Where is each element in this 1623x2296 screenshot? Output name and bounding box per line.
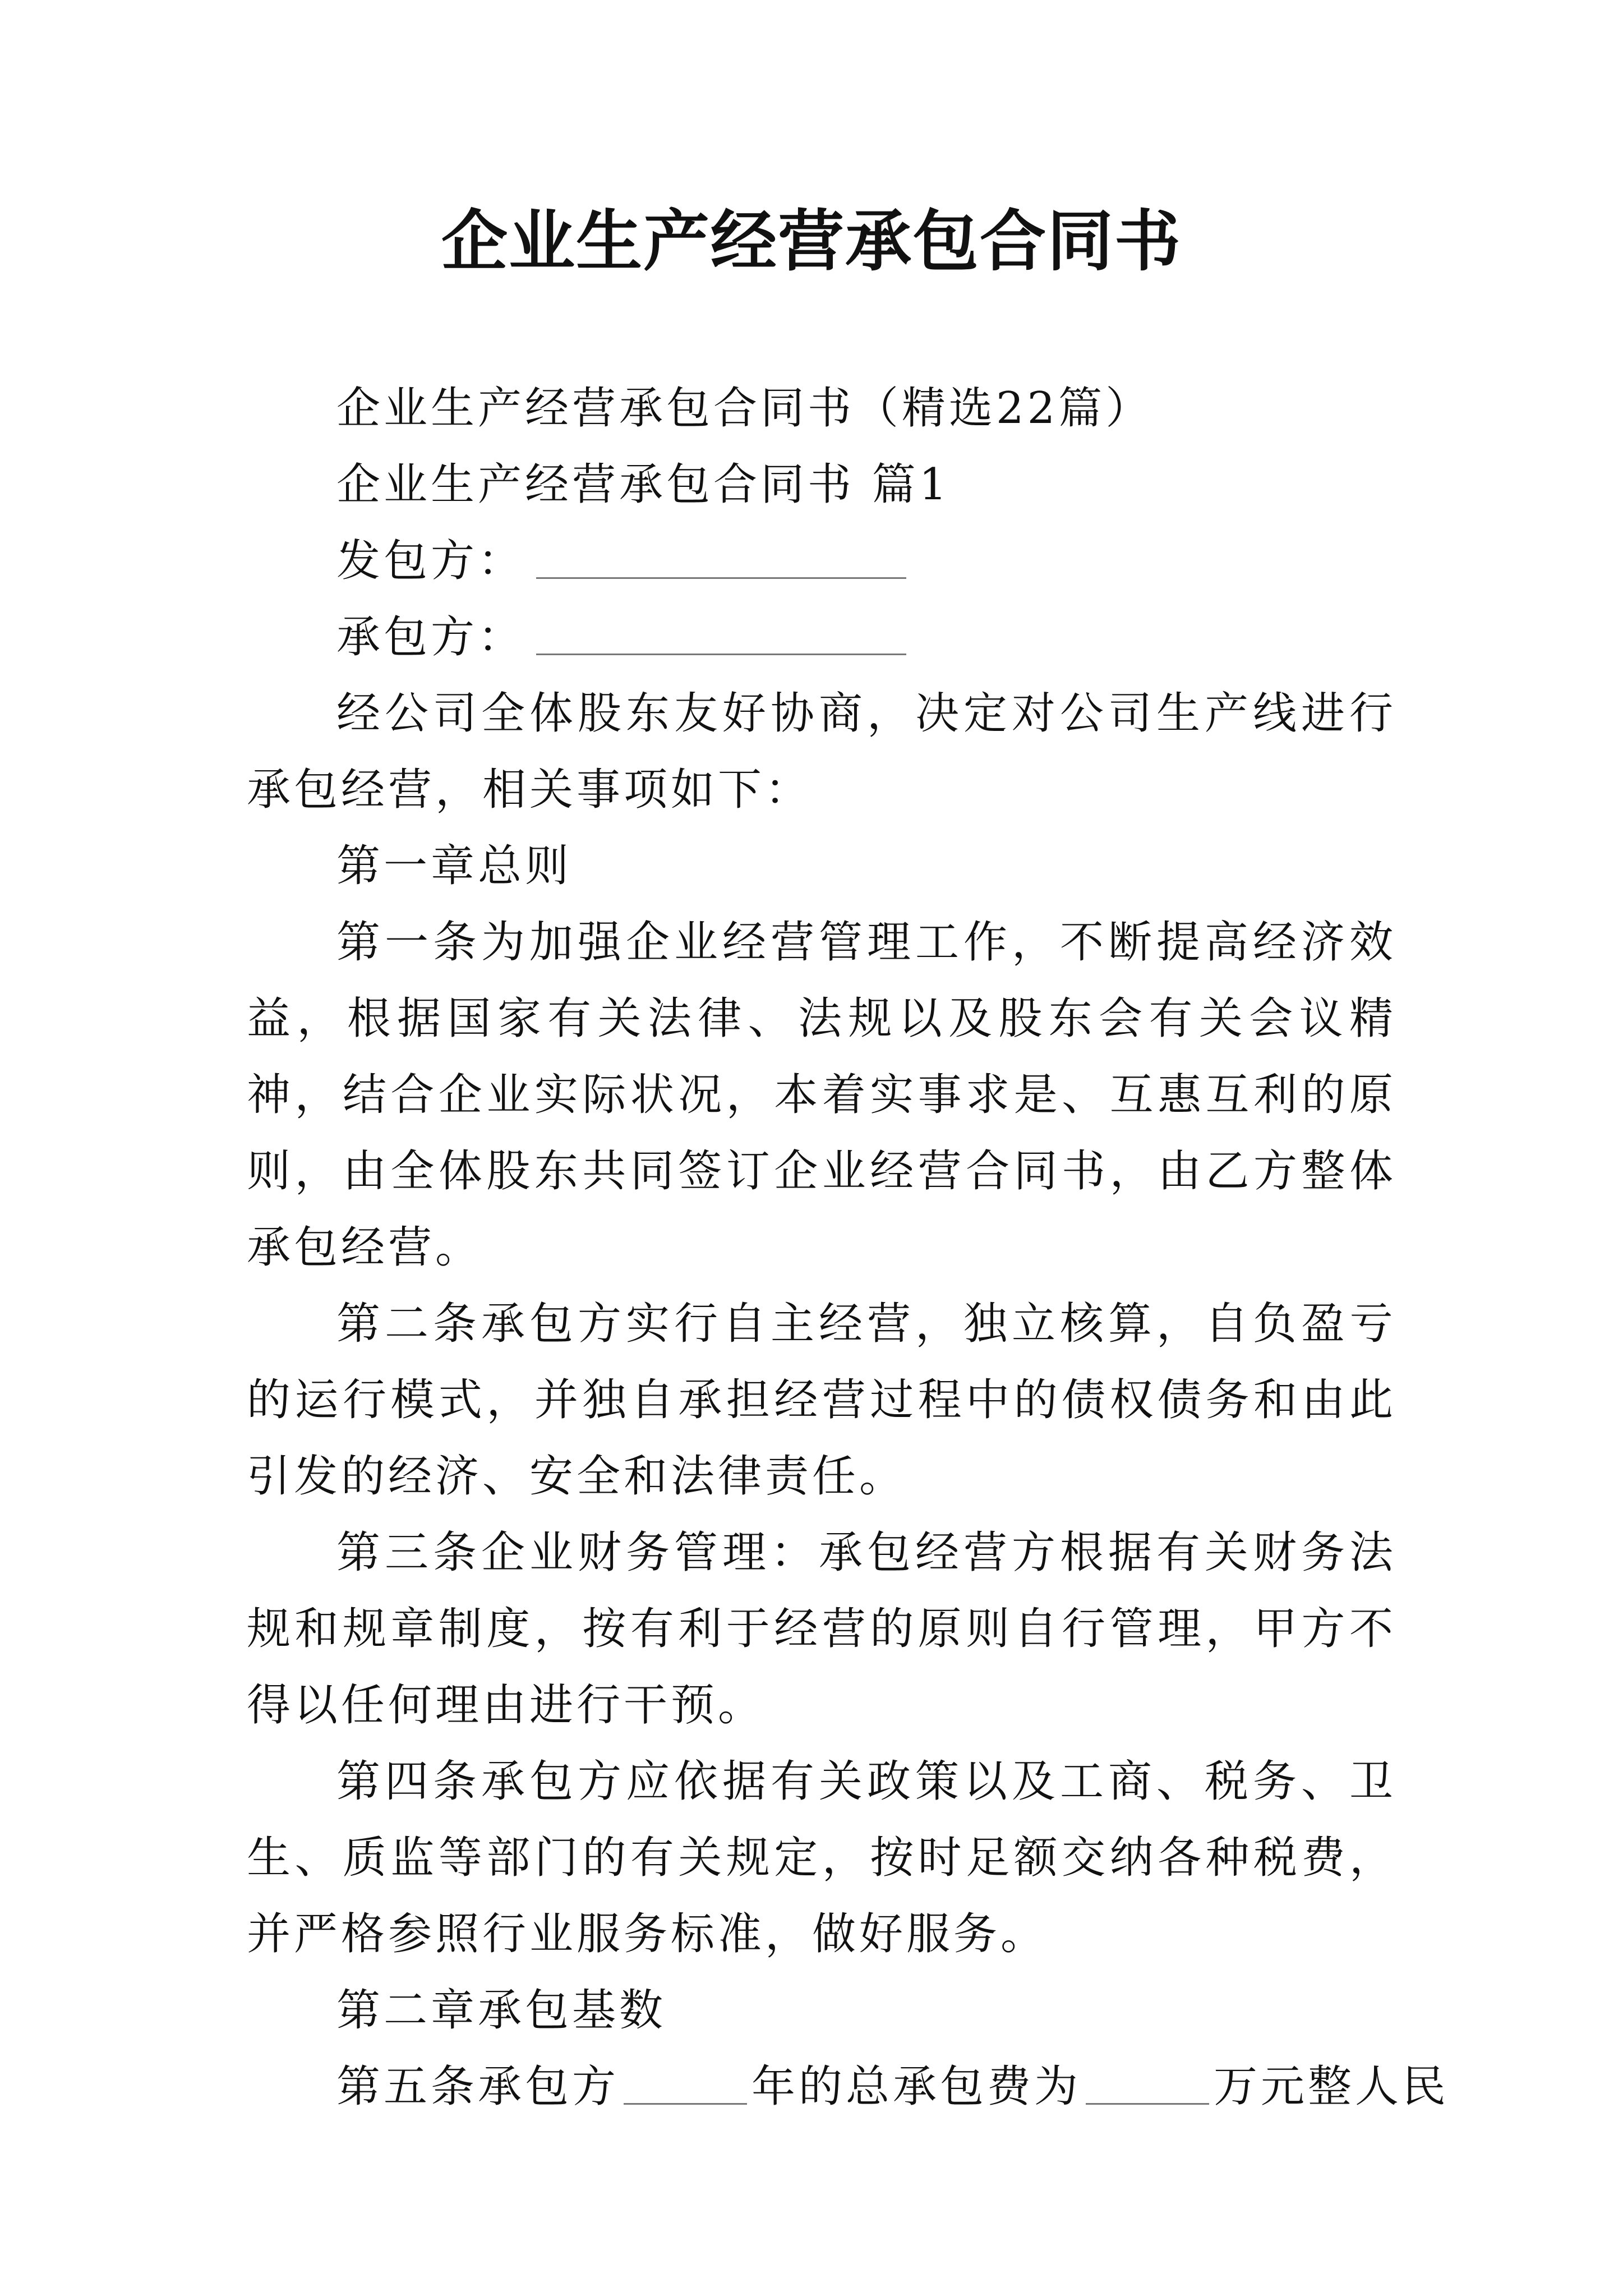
chapter-1-heading: 第一章总则 [336,841,573,891]
party-a-blank[interactable] [536,544,906,579]
document-body [247,370,1450,2125]
intro-paragraph: 经公司全体股东友好协商，决定对公司生产线进行承包经营，相关事项如下： [247,688,1396,815]
document-title: 企业生产经营承包合同书 [441,202,1182,280]
party-b-line [247,599,1396,675]
article-5-text-3: 万元整人民 [1214,2062,1450,2112]
section-heading: 企业生产经营承包合同书 篇1 [336,459,951,510]
article-5-line [247,2049,1450,2125]
party-b-blank[interactable] [536,620,906,655]
article-4-paragraph: 第四条承包方应依据有关政策以及工商、税务、卫生、质监等部门的有关规定，按时足额交纳各种税费，并严格参照行业服务标准，做好服务。 [247,1756,1396,1959]
party-b-label: 承包方： [336,612,525,662]
article-5-years-blank[interactable] [624,2069,747,2105]
article-1-paragraph: 第一条为加强企业经营管理工作，不断提高经济效益，根据国家有关法律、法规以及股东会有关会议精神，结合企业实际状况，本着实事求是、互惠互利的原则，由全体股东共同签订企业经营合同书，由乙方整体承包经营。 [247,917,1396,1273]
party-a-label: 发包方： [336,536,525,586]
article-3-paragraph: 第三条企业财务管理：承包经营方根据有关财务法规和规章制度，按有利于经营的原则自行管理，甲方不得以任何理由进行干预。 [247,1527,1396,1731]
party-a-line [247,523,1396,599]
document-subtitle: 企业生产经营承包合同书（精选22篇） [336,383,1153,434]
article-5-amount-blank[interactable] [1086,2069,1209,2105]
chapter-2-heading: 第二章承包基数 [336,1985,667,2036]
article-5-text-2: 年的总承包费为 [751,2062,1082,2112]
article-2-paragraph: 第二条承包方实行自主经营，独立核算，自负盈亏的运行模式，并独自承担经营过程中的债权债务和由此引发的经济、安全和法律责任。 [247,1299,1396,1502]
article-5-text-1: 第五条承包方 [336,2062,620,2112]
